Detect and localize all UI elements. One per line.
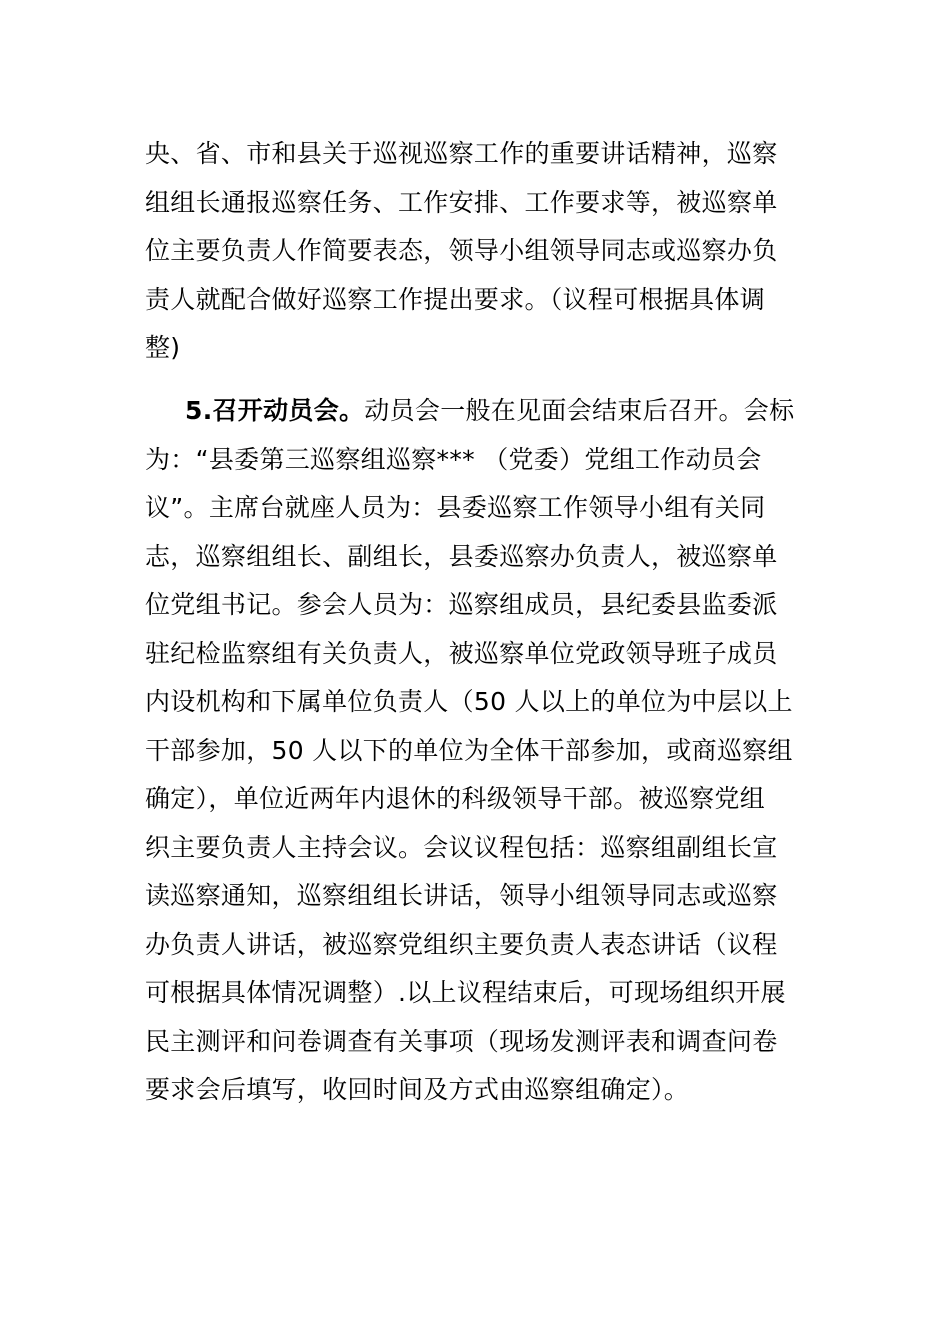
paragraph-line: 整) xyxy=(145,333,181,362)
paragraph-continuation xyxy=(145,130,810,373)
paragraph-line: 民主测评和问卷调查有关事项（现场发测评表和调查问卷 xyxy=(145,1026,778,1056)
paragraph-line: 央、省、市和县关于巡视巡察工作的重要讲话精神，巡察 xyxy=(145,139,778,168)
paragraph-line: 驻纪检监察组有关负责人，被巡察单位党政领导班子成员 xyxy=(145,638,778,668)
paragraph-line: 织主要负责人主持会议。会议议程包括：巡察组副组长宣 xyxy=(145,832,778,862)
paragraph-line: 办负责人讲话，被巡察党组织主要负责人表态讲话（议程 xyxy=(145,929,778,959)
paragraph-line: 位主要负责人作简要表态，领导小组领导同志或巡察办负 xyxy=(145,236,778,265)
paragraph-line: 内设机构和下属单位负责人（50 人以上的单位为中层以上 xyxy=(145,687,793,716)
paragraph-mobilization-meeting xyxy=(145,387,810,1115)
section-heading: 5.召开动员会。 xyxy=(185,396,365,425)
paragraph-line: 可根据具体情况调整）.以上议程结束后，可现场组织开展 xyxy=(145,978,786,1007)
first-line-text: 动员会一般在见面会结束后召开。会标 xyxy=(364,396,795,425)
paragraph-line: 为：“县委第三巡察组巡察*** （党委）党组工作动员会 xyxy=(145,444,762,474)
paragraph-line: 责人就配合做好巡察工作提出要求。（议程可根据具体调 xyxy=(145,284,766,314)
paragraph-line: 位党组书记。参会人员为：巡察组成员，县纪委县监委派 xyxy=(145,590,778,619)
paragraph-line: 确定），单位近两年内退休的科级领导干部。被巡察党组 xyxy=(145,784,766,813)
paragraph-line: 要求会后填写，收回时间及方式由巡察组确定）。 xyxy=(145,1075,690,1104)
paragraph-line: 议”。主席台就座人员为：县委巡察工作领导小组有关同 xyxy=(145,493,766,522)
paragraph-line: 组组长通报巡察任务、工作安排、工作要求等，被巡察单 xyxy=(145,187,778,217)
paragraph-line: 读巡察通知，巡察组组长讲话，领导小组领导同志或巡察 xyxy=(145,881,778,910)
paragraph-first-line xyxy=(145,387,810,436)
paragraph-line: 干部参加，50 人以下的单位为全体干部参加，或商巡察组 xyxy=(145,735,793,765)
paragraph-line: 志，巡察组组长、副组长，县委巡察办负责人，被巡察单 xyxy=(145,541,778,571)
